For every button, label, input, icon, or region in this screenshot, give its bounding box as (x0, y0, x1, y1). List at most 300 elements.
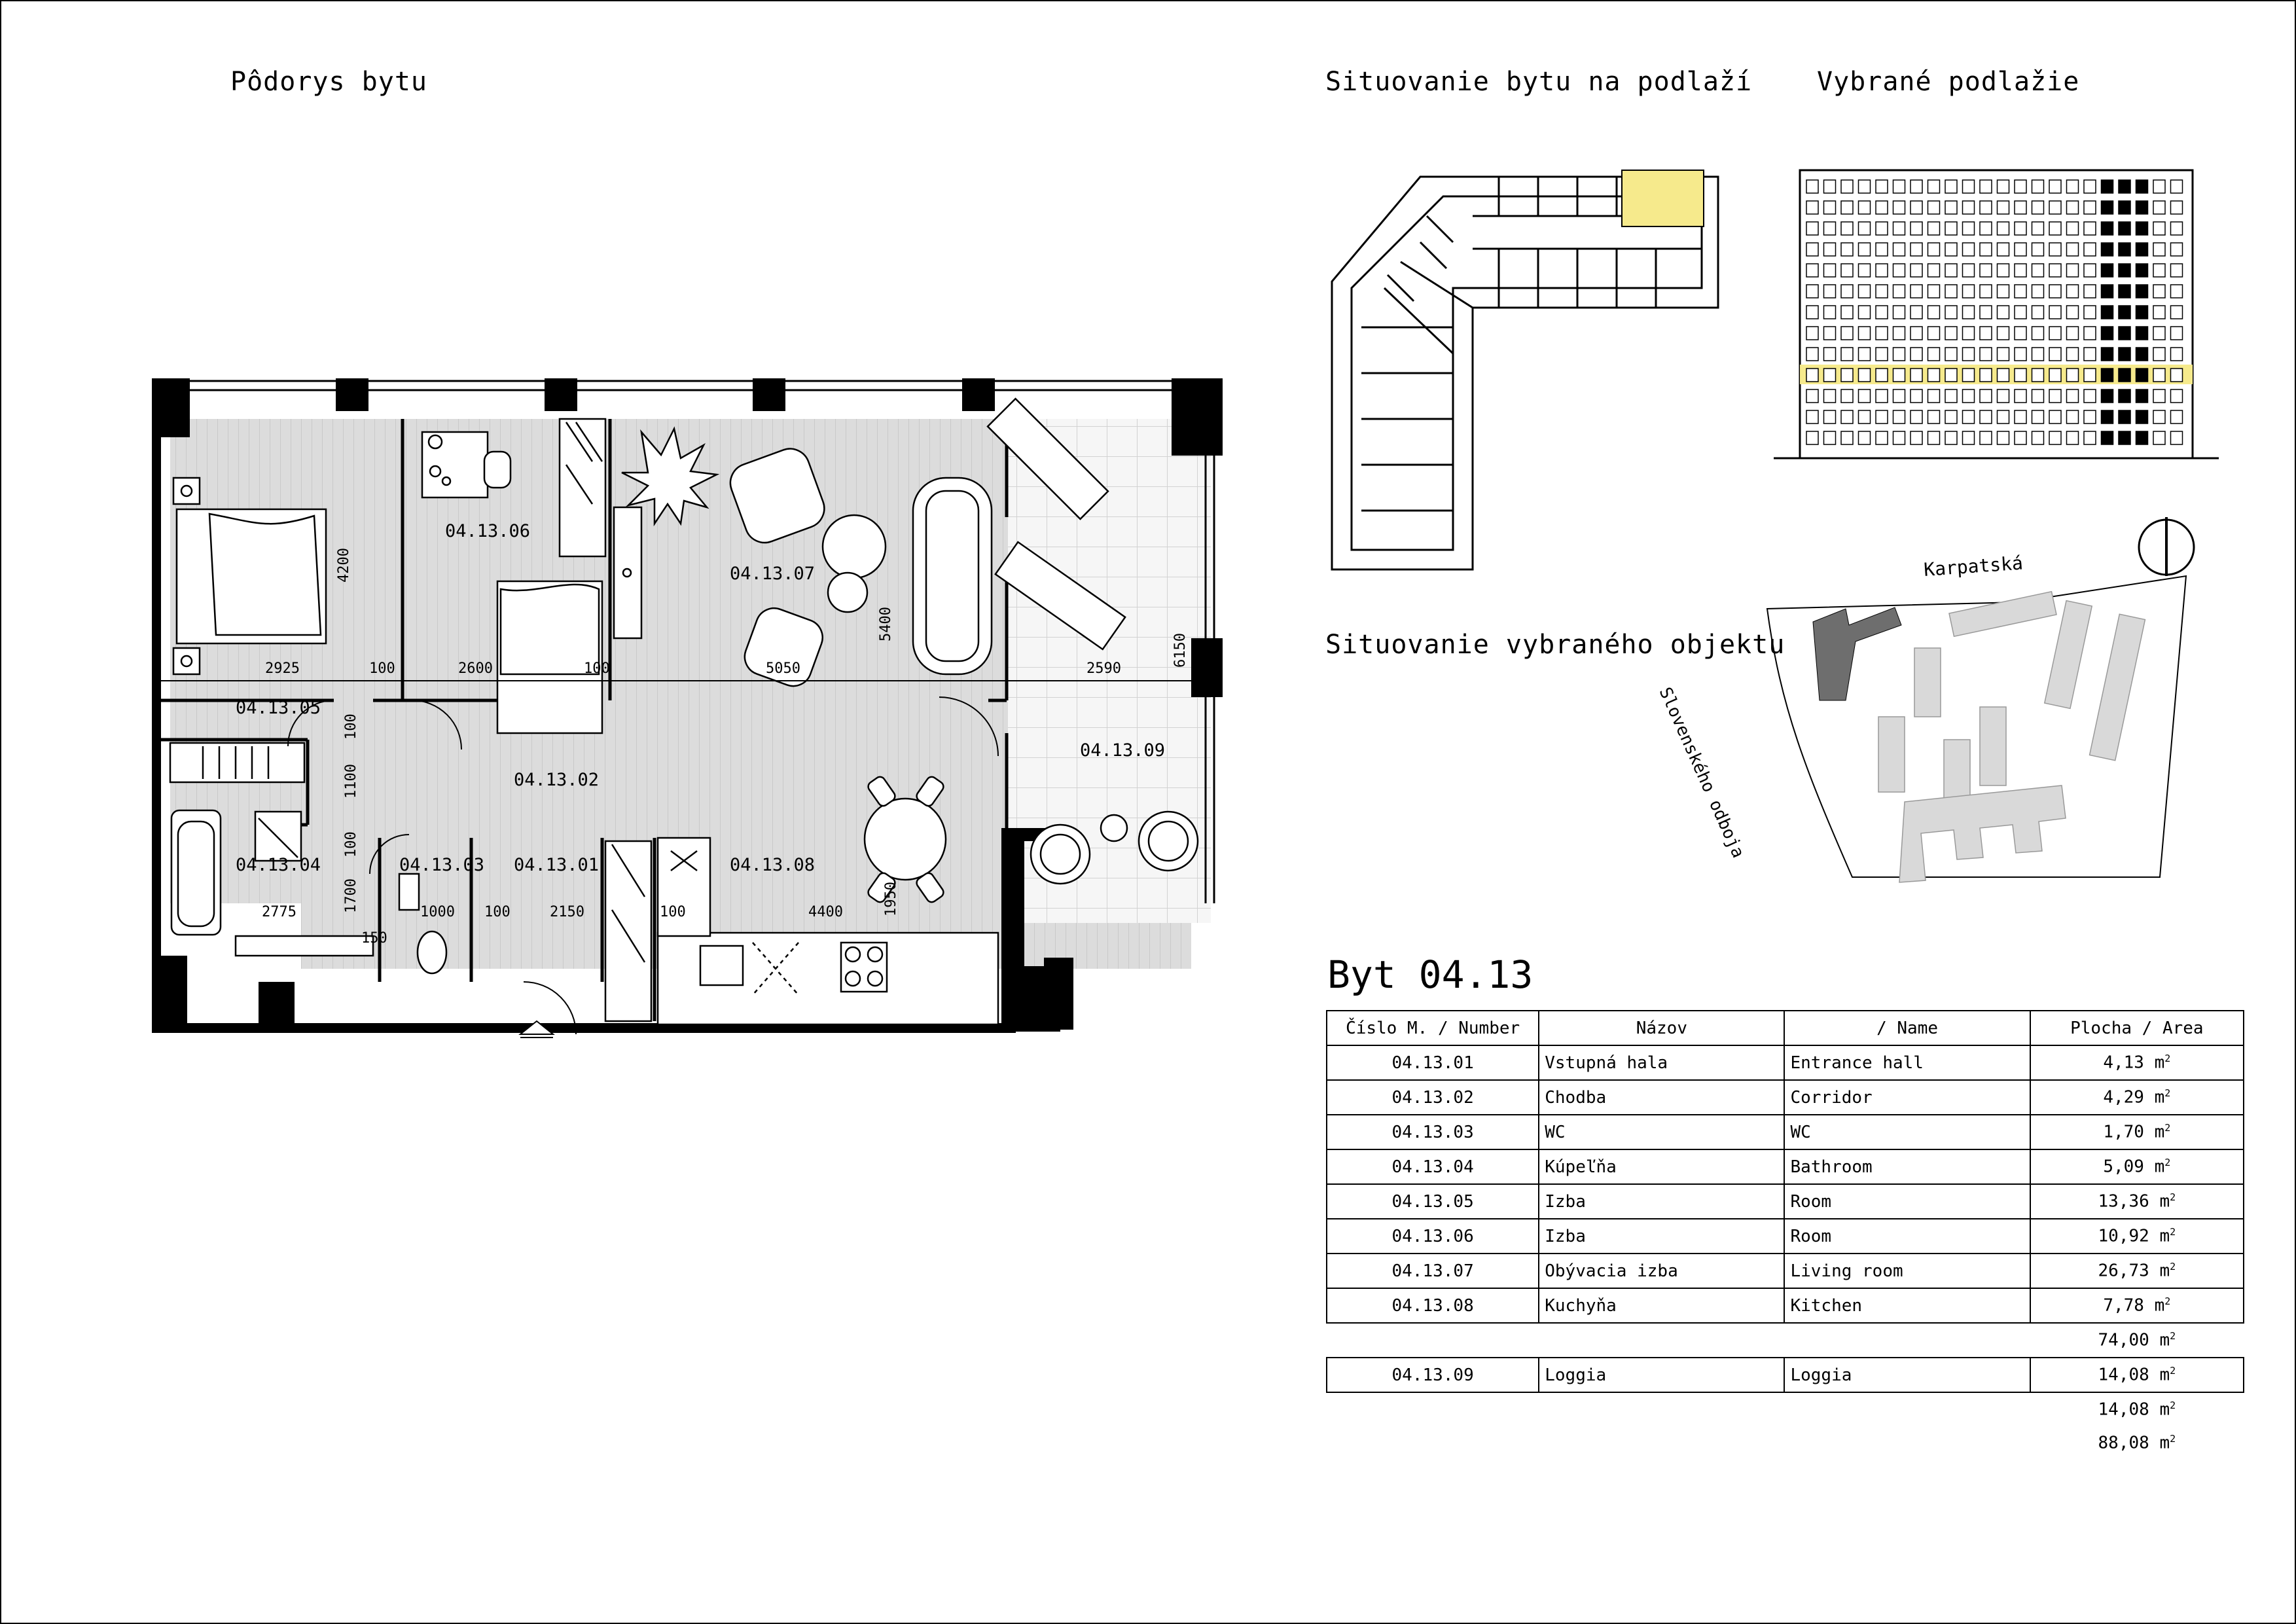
elevation-window (2067, 410, 2079, 424)
room-label-04: 04.13.04 (236, 855, 321, 875)
elevation-window (1859, 243, 1871, 256)
room-label-01: 04.13.01 (514, 855, 600, 875)
wardrobe (170, 743, 304, 782)
dim-label: 2600 (458, 660, 493, 677)
elevation-window (1980, 222, 1992, 235)
elevation-window (1945, 389, 1957, 403)
elevation-window (2136, 243, 2148, 256)
elevation-window (2049, 410, 2061, 424)
elevation-window (1963, 180, 1975, 193)
header-area: Plocha / Area (2030, 1011, 2244, 1045)
elevation-window (1910, 201, 1922, 214)
elevation-window (1893, 369, 1905, 382)
elevation-window (1945, 285, 1957, 298)
elevation-window (1928, 222, 1940, 235)
elevation-window (1980, 327, 1992, 340)
elevation-window (2102, 327, 2113, 340)
elevation-window (2153, 410, 2165, 424)
elevation-window (1859, 369, 1871, 382)
elevation-window (1806, 369, 1818, 382)
elevation-window (2015, 264, 2026, 277)
elevation-window (1824, 410, 1836, 424)
floor-key-plan (1322, 157, 1741, 576)
elevation-window (1963, 431, 1975, 444)
elevation-window (2153, 285, 2165, 298)
elevation-window (2032, 306, 2044, 319)
cell-number: 04.13.08 (1327, 1288, 1539, 1323)
elevation-window (1824, 180, 1836, 193)
elevation-window (1998, 201, 2009, 214)
elevation-window (1876, 431, 1888, 444)
elevation-window (1876, 327, 1888, 340)
elevation-window (1806, 348, 1818, 361)
elevation-window (1910, 306, 1922, 319)
elevation-window (1806, 327, 1818, 340)
dim-label: 100 (584, 660, 610, 677)
elevation-window (2153, 369, 2165, 382)
elevation-window (1876, 243, 1888, 256)
cell-number: 04.13.09 (1327, 1358, 1539, 1392)
elevation-window (2102, 369, 2113, 382)
dim-label: 100 (343, 713, 359, 740)
elevation-window (1945, 431, 1957, 444)
elevation-window (2102, 348, 2113, 361)
elevation-window (1963, 389, 1975, 403)
dim-label: 2150 (550, 904, 584, 920)
elevation-window (1876, 369, 1888, 382)
elevation-window (1928, 431, 1940, 444)
elevation-window (2032, 222, 2044, 235)
elevation-window (2032, 180, 2044, 193)
elevation-window (1945, 348, 1957, 361)
elevation-window (2136, 389, 2148, 403)
elevation-window (1859, 264, 1871, 277)
elevation-window (1893, 348, 1905, 361)
elevation-window (2136, 180, 2148, 193)
elevation-window (2136, 369, 2148, 382)
dim-label: 150 (361, 930, 387, 947)
elevation-window (1998, 348, 2009, 361)
elevation-window (2067, 306, 2079, 319)
elevation-window (1824, 431, 1836, 444)
room-label-08: 04.13.08 (730, 855, 816, 875)
elevation-window (2032, 327, 2044, 340)
elevation-window (2136, 222, 2148, 235)
elevation-window (2171, 327, 2183, 340)
elevation-window (2119, 306, 2130, 319)
dim-label: 1700 (343, 878, 359, 913)
elevation-window (2049, 222, 2061, 235)
elevation-window (2153, 222, 2165, 235)
elevation-window (2153, 348, 2165, 361)
elevation-window (2153, 327, 2165, 340)
floor-plan-title: Pôdorys bytu (230, 67, 427, 97)
elevation-window (1945, 327, 1957, 340)
elevation-window (1910, 327, 1922, 340)
street-label-karpatska: Karpatská (1923, 552, 2024, 581)
elevation-window (1980, 431, 1992, 444)
dim-label: 5050 (766, 660, 800, 677)
cell-nazov: Izba (1539, 1184, 1784, 1219)
elevation-window (2015, 369, 2026, 382)
elevation-window (2015, 410, 2026, 424)
elevation-window (1998, 222, 2009, 235)
elevation-window (1980, 389, 1992, 403)
elevation-window (2067, 285, 2079, 298)
elevation-window (1893, 389, 1905, 403)
elevation-window (1859, 327, 1871, 340)
elevation-window (2032, 431, 2044, 444)
elevation-window (2067, 327, 2079, 340)
elevation-window (2049, 369, 2061, 382)
total-row (1327, 1426, 2244, 1460)
elevation-window (2171, 389, 2183, 403)
elevation-window (1859, 348, 1871, 361)
cell-name: Kitchen (1784, 1288, 2030, 1323)
cell-number: 04.13.02 (1327, 1080, 1539, 1115)
elevation-window (2153, 431, 2165, 444)
selected-building (1813, 607, 1901, 700)
elevation-window (1824, 222, 1836, 235)
elevation-window (2049, 285, 2061, 298)
subtotal-interior-row (1327, 1323, 2244, 1358)
object-position-title: Situovanie vybraného objektu (1325, 630, 1785, 660)
elevation-window (1859, 306, 1871, 319)
elevation-window (1841, 201, 1853, 214)
elevation-window (2032, 348, 2044, 361)
elevation-window (2102, 264, 2113, 277)
elevation-window (2067, 180, 2079, 193)
cell-number: 04.13.06 (1327, 1219, 1539, 1254)
dim-label: 4200 (336, 548, 352, 583)
elevation-window (2153, 243, 2165, 256)
apartment-title: Byt 04.13 (1327, 952, 1534, 997)
elevation-window (1824, 285, 1836, 298)
elevation-window (2102, 201, 2113, 214)
elevation-window (1806, 410, 1818, 424)
building-elevation (1774, 167, 2219, 468)
cell-name: Room (1784, 1219, 2030, 1254)
elevation-window (1910, 264, 1922, 277)
elevation-window (2136, 410, 2148, 424)
chair (484, 452, 511, 488)
elevation-window (2136, 201, 2148, 214)
elevation-window (2049, 389, 2061, 403)
header-name: / Name (1784, 1011, 2030, 1045)
cell-nazov: Kúpeľňa (1539, 1149, 1784, 1184)
elevation-window (2136, 285, 2148, 298)
elevation-window (2084, 285, 2096, 298)
elevation-window (1859, 285, 1871, 298)
elevation-window (1963, 306, 1975, 319)
elevation-window (1893, 264, 1905, 277)
elevation-window (1806, 431, 1818, 444)
elevation-window (2084, 201, 2096, 214)
elevation-window (2136, 306, 2148, 319)
elevation-window (2084, 306, 2096, 319)
elevation-window (2102, 180, 2113, 193)
elevation-window (1980, 201, 1992, 214)
elevation-window (2136, 348, 2148, 361)
elevation-window (1859, 389, 1871, 403)
elevation-window (1876, 222, 1888, 235)
elevation-window (1998, 410, 2009, 424)
elevation-window (1841, 410, 1853, 424)
elevation-window (2102, 410, 2113, 424)
elevation-window (2084, 389, 2096, 403)
elevation-window (2084, 264, 2096, 277)
dim-label: 2775 (262, 904, 296, 920)
cell-nazov: Kuchyňa (1539, 1288, 1784, 1323)
elevation-window (2084, 222, 2096, 235)
table-row (1327, 1045, 2244, 1080)
elevation-window (1980, 180, 1992, 193)
elevation-window (1928, 369, 1940, 382)
elevation-window (1928, 285, 1940, 298)
elevation-window (2119, 264, 2130, 277)
side-table (823, 515, 886, 578)
elevation-window (1806, 180, 1818, 193)
elevation-window (1998, 431, 2009, 444)
elevation-window (1998, 243, 2009, 256)
elevation-window (2153, 306, 2165, 319)
room-label-02: 04.13.02 (514, 770, 600, 790)
cell-name: Loggia (1784, 1358, 2030, 1392)
area-table (1326, 1010, 2244, 1460)
elevation-window (2119, 389, 2130, 403)
elevation-window (2067, 431, 2079, 444)
elevation-window (1945, 410, 1957, 424)
elevation-window (2084, 410, 2096, 424)
elevation-window (1928, 243, 1940, 256)
elevation-window (2067, 369, 2079, 382)
elevation-window (1980, 348, 1992, 361)
cell-nazov: Obývacia izba (1539, 1254, 1784, 1288)
elevation-window (2049, 264, 2061, 277)
elevation-window (1980, 264, 1992, 277)
elevation-window (2032, 243, 2044, 256)
dim-label: 5400 (878, 607, 894, 641)
cell-area: 14,08 $m^2$ (2030, 1358, 2244, 1392)
elevation-window (1928, 201, 1940, 214)
elevation-window (1841, 369, 1853, 382)
sink-counter (236, 936, 373, 956)
elevation-window (1998, 306, 2009, 319)
selected-floor-title: Vybrané podlažie (1817, 67, 2080, 97)
elevation-window (2067, 348, 2079, 361)
elevation-window (2136, 264, 2148, 277)
table-body (1327, 1045, 2244, 1460)
toilet (418, 931, 446, 973)
wall-cabinet (605, 841, 651, 1021)
dim-label: 100 (369, 660, 395, 677)
elevation-window (1824, 348, 1836, 361)
table-row (1327, 1184, 2244, 1219)
elevation-window (1980, 306, 1992, 319)
side-table (828, 573, 867, 612)
elevation-window (2032, 201, 2044, 214)
elevation-window (2171, 201, 2183, 214)
elevation-window (1806, 389, 1818, 403)
elevation-window (2136, 327, 2148, 340)
elevation-window (1806, 243, 1818, 256)
elevation-window (2015, 348, 2026, 361)
elevation-window (2015, 306, 2026, 319)
elevation-window (2049, 348, 2061, 361)
elevation-window (2171, 306, 2183, 319)
cell-area: 13,36 $m^2$ (2030, 1184, 2244, 1219)
table-row (1327, 1149, 2244, 1184)
elevation-window (1876, 264, 1888, 277)
cell-nazov: Chodba (1539, 1080, 1784, 1115)
cell-area: 5,09 $m^2$ (2030, 1149, 2244, 1184)
elevation-window (1859, 431, 1871, 444)
elevation-window (2171, 222, 2183, 235)
elevation-window (2015, 285, 2026, 298)
table-row (1327, 1219, 2244, 1254)
elevation-window (2171, 285, 2183, 298)
elevation-window (1998, 180, 2009, 193)
room-label-07: 04.13.07 (730, 564, 816, 584)
elevation-window (2084, 431, 2096, 444)
elevation-window (2102, 389, 2113, 403)
elevation-window (1841, 243, 1853, 256)
elevation-window (2171, 410, 2183, 424)
elevation-window (2067, 389, 2079, 403)
elevation-window (1841, 327, 1853, 340)
elevation-window (2119, 222, 2130, 235)
elevation-window (1806, 306, 1818, 319)
elevation-window (2067, 243, 2079, 256)
elevation-window (1876, 285, 1888, 298)
elevation-window (1841, 285, 1853, 298)
elevation-window (2015, 222, 2026, 235)
elevation-window (1824, 306, 1836, 319)
elevation-window (2032, 369, 2044, 382)
elevation-window (1928, 410, 1940, 424)
elevation-window (2102, 306, 2113, 319)
elevation-window (1945, 201, 1957, 214)
site-buildings (1878, 592, 2145, 882)
room-label-06: 04.13.06 (445, 521, 531, 541)
elevation-window (2102, 431, 2113, 444)
elevation-window (1980, 410, 1992, 424)
elevation-window (1893, 201, 1905, 214)
elevation-window (2119, 327, 2130, 340)
elevation-window (1893, 180, 1905, 193)
elevation-window (1928, 306, 1940, 319)
elevation-window (1910, 389, 1922, 403)
cell-area: 1,70 $m^2$ (2030, 1115, 2244, 1149)
elevation-window (2067, 264, 2079, 277)
dim-label: 2925 (265, 660, 300, 677)
elevation-window (1876, 306, 1888, 319)
elevation-window (2119, 410, 2130, 424)
elevation-window (1910, 243, 1922, 256)
cell-nazov: WC (1539, 1115, 1784, 1149)
table-row (1327, 1288, 2244, 1323)
elevation-window (1824, 389, 1836, 403)
sum-area: 88,08 $m^2$ (2098, 1433, 2176, 1453)
elevation-window (2032, 410, 2044, 424)
table-row (1327, 1115, 2244, 1149)
elevation-window (1945, 264, 1957, 277)
room-label-09: 04.13.09 (1080, 740, 1166, 761)
room-label-05: 04.13.05 (236, 698, 321, 718)
cell-area: 4,13 $m^2$ (2030, 1045, 2244, 1080)
elevation-window (2032, 389, 2044, 403)
elevation-window (1928, 348, 1940, 361)
elevation-window (2015, 389, 2026, 403)
dim-label: 1950 (883, 882, 899, 916)
table-header-row (1327, 1011, 2244, 1045)
elevation-window (1841, 180, 1853, 193)
cell-area: 26,73 $m^2$ (2030, 1254, 2244, 1288)
elevation-window (1841, 264, 1853, 277)
sum-area: 74,00 $m^2$ (2098, 1330, 2176, 1350)
elevation-window (1893, 306, 1905, 319)
elevation-window (1893, 410, 1905, 424)
elevation-window (1963, 222, 1975, 235)
elevation-window (1928, 264, 1940, 277)
site-plan (1655, 511, 2212, 890)
elevation-window (1876, 348, 1888, 361)
cell-name: Entrance hall (1784, 1045, 2030, 1080)
elevation-window (2049, 431, 2061, 444)
elevation-window (1910, 410, 1922, 424)
elevation-window (1980, 369, 1992, 382)
elevation-window (2015, 201, 2026, 214)
elevation-window (1841, 348, 1853, 361)
elevation-window (1963, 327, 1975, 340)
elevation-window (2084, 243, 2096, 256)
elevation-window (1893, 327, 1905, 340)
elevation-window (1876, 201, 1888, 214)
elevation-window (1910, 222, 1922, 235)
elevation-window (2119, 201, 2130, 214)
elevation-window (1806, 222, 1818, 235)
elevation-window (1841, 222, 1853, 235)
elevation-window (1824, 327, 1836, 340)
cell-name: Corridor (1784, 1080, 2030, 1115)
elevation-window (2153, 180, 2165, 193)
floor-plan (144, 367, 1257, 1047)
elevation-window (2102, 222, 2113, 235)
floor-position-title: Situovanie bytu na podlaží (1325, 67, 1753, 97)
cell-name: Bathroom (1784, 1149, 2030, 1184)
elevation-window (2084, 369, 2096, 382)
elevation-window (2102, 243, 2113, 256)
street-label-slovenskeho-odboja: Slovenského odboja (1655, 684, 1748, 861)
subtotal-loggia-row (1327, 1392, 2244, 1426)
elevation-window (1980, 285, 1992, 298)
elevation-window (1928, 180, 1940, 193)
elevation-window (2119, 243, 2130, 256)
cell-name: WC (1784, 1115, 2030, 1149)
loggia-row (1327, 1358, 2244, 1392)
elevation-window (2032, 264, 2044, 277)
elevation-window (1876, 389, 1888, 403)
elevation-window (1963, 243, 1975, 256)
cell-nazov: Izba (1539, 1219, 1784, 1254)
elevation-window (1859, 180, 1871, 193)
elevation-window (1893, 243, 1905, 256)
elevation-window (2119, 180, 2130, 193)
dining-table (865, 799, 946, 880)
elevation-window (1841, 431, 1853, 444)
cell-name: Room (1784, 1184, 2030, 1219)
elevation-window (2067, 201, 2079, 214)
